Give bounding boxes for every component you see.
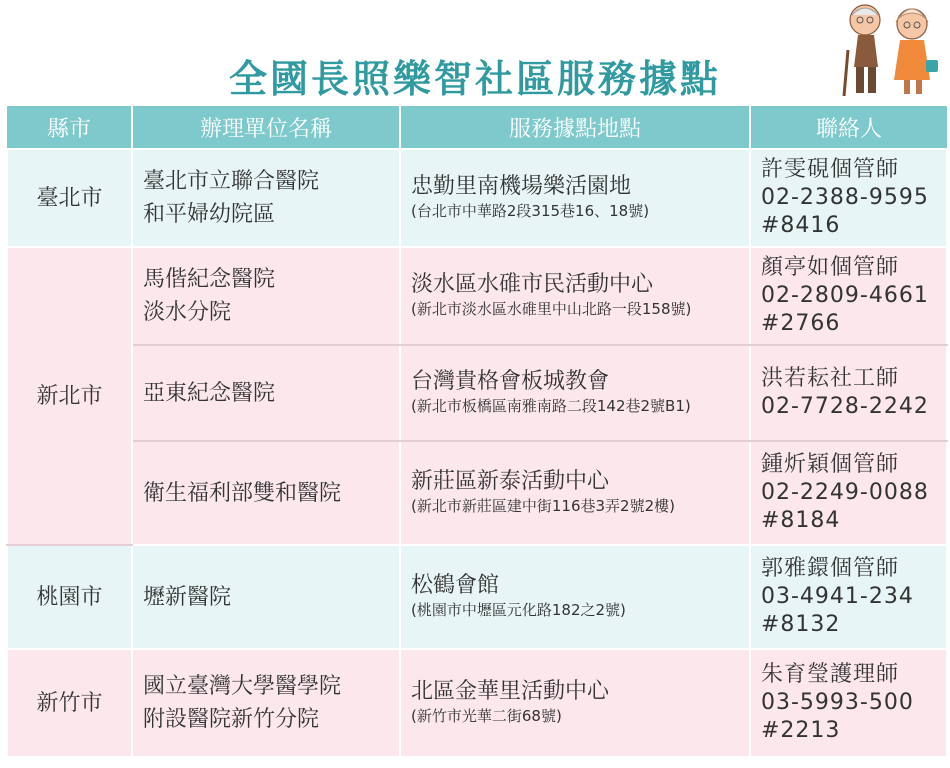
location-name: 淡水區水碓市民活動中心 <box>411 271 654 297</box>
contact-extension: #8132 <box>761 612 841 638</box>
contact-phone: 02-7728-2242 <box>761 394 929 419</box>
location-address: (桃園市中壢區元化路182之2號) <box>411 601 626 620</box>
contact-person: 許雯硯個管師 <box>761 156 900 182</box>
table-header-row <box>7 106 947 149</box>
location-cell <box>400 441 750 545</box>
organization-line: 國立臺灣大學醫學院 <box>143 674 342 699</box>
contact-person: 鍾炘穎個管師 <box>761 451 900 477</box>
location-name: 忠勤里南機場樂活園地 <box>411 173 632 199</box>
table-row <box>7 441 947 545</box>
location-address: (新北市新莊區建中街116巷3弄2號2樓) <box>411 497 675 516</box>
contact-cell <box>750 149 947 247</box>
organization-line: 臺北市立聯合醫院 <box>143 169 320 194</box>
organization-cell <box>132 441 400 545</box>
contact-cell <box>750 345 947 441</box>
contact-phone: 02-2249-0088 <box>761 479 929 505</box>
organization-line: 亞東紀念醫院 <box>143 380 276 406</box>
service-points-table <box>6 106 948 758</box>
contact-cell <box>750 545 947 649</box>
city-cell: 臺北市 <box>7 149 132 247</box>
organization-cell <box>132 149 400 247</box>
contact-phone: 03-4941-234 <box>761 583 914 609</box>
location-cell <box>400 247 750 345</box>
contact-phone: 02-2388-9595 <box>761 184 929 210</box>
location-address: (新北市淡水區水碓里中山北路一段158號) <box>411 300 692 319</box>
location-name: 台灣貴格會板城教會 <box>411 368 610 394</box>
organization-line: 淡水分院 <box>143 300 232 325</box>
contact-phone: 02-2809-4661 <box>761 282 929 308</box>
location-address: (台北市中華路2段315巷16、18號) <box>411 202 650 221</box>
organization-line: 附設醫院新竹分院 <box>143 707 320 732</box>
city-cell: 新竹市 <box>7 649 132 757</box>
location-cell <box>400 149 750 247</box>
contact-cell <box>750 649 947 757</box>
organization-cell <box>132 345 400 441</box>
contact-phone: 03-5993-500 <box>761 689 914 715</box>
contact-cell <box>750 441 947 545</box>
city-cell: 桃園市 <box>7 545 132 649</box>
header-location: 服務據點地點 <box>400 106 750 149</box>
organization-line: 衛生福利部雙和醫院 <box>143 480 342 506</box>
header-city: 縣市 <box>7 106 132 149</box>
header-contact: 聯絡人 <box>750 106 947 149</box>
contact-person: 朱育瑩護理師 <box>761 661 900 687</box>
city-cell: 新北市 <box>7 247 132 545</box>
location-name: 松鶴會館 <box>411 572 500 598</box>
header-organization: 辦理單位名稱 <box>132 106 400 149</box>
location-address: (新竹市光華二街68號) <box>411 707 562 726</box>
contact-extension: #8184 <box>761 508 841 534</box>
location-address: (新北市板橋區南雅南路二段142巷2號B1) <box>411 397 691 416</box>
contact-person: 郭雅鐶個管師 <box>761 555 900 581</box>
organization-line: 和平婦幼院區 <box>143 202 276 227</box>
location-cell <box>400 545 750 649</box>
page-title: 全國長照樂智社區服務據點 <box>228 57 721 101</box>
location-name: 北區金華里活動中心 <box>411 678 610 704</box>
table-row <box>7 149 947 247</box>
contact-person: 洪若耘社工師 <box>761 365 900 391</box>
location-cell <box>400 649 750 757</box>
organization-cell <box>132 649 400 757</box>
table-row <box>7 649 947 757</box>
contact-extension: #8416 <box>761 213 841 239</box>
organization-cell <box>132 545 400 649</box>
contact-extension: #2213 <box>761 718 841 744</box>
location-cell <box>400 345 750 441</box>
table-row <box>7 545 947 649</box>
location-name: 新莊區新泰活動中心 <box>411 468 610 494</box>
organization-line: 壢新醫院 <box>143 584 232 610</box>
elderly-couple-illustration <box>830 0 945 102</box>
contact-extension: #2766 <box>761 311 841 337</box>
contact-cell <box>750 247 947 345</box>
contact-person: 顏亭如個管師 <box>761 254 900 280</box>
table-row <box>7 345 947 441</box>
organization-line: 馬偕紀念醫院 <box>143 267 276 292</box>
organization-cell <box>132 247 400 345</box>
table-row <box>7 247 947 345</box>
